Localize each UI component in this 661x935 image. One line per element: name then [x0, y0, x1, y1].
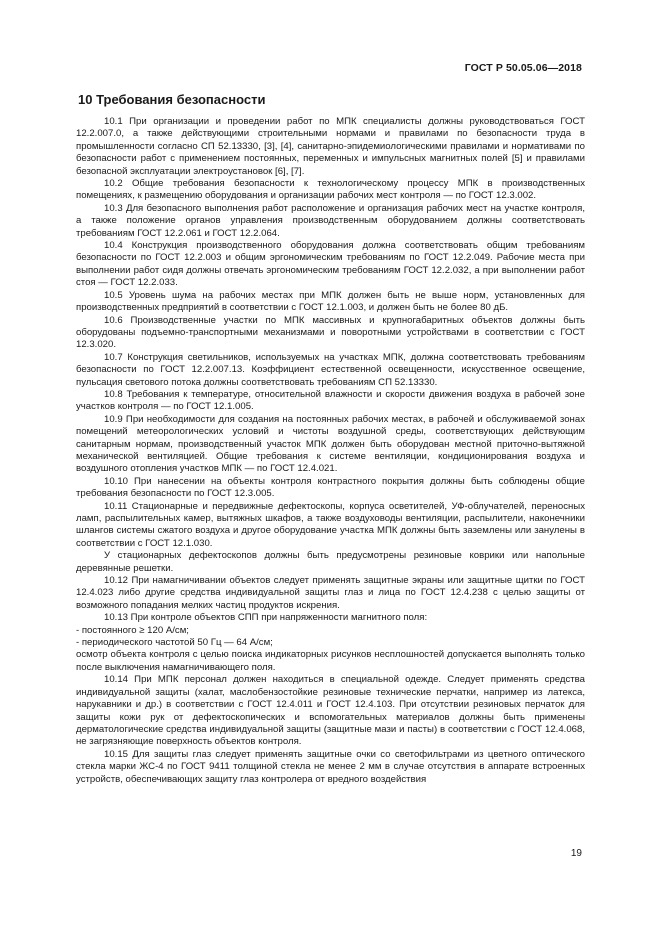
list-item-periodic: - периодического частотой 50 Гц — 64 А/см;	[76, 637, 273, 649]
paragraph-10-13: 10.13 При контроле объектов СПП при напряженности магнитного поля:	[104, 612, 428, 624]
paragraph-10-13-cont: осмотр объекта контроля с целью поиска индикаторных рисунков несплошностей допускается выполнять только после выключения намагничивающего поля.	[76, 649, 585, 673]
paragraph-10-2: 10.2 Общие требования безопасности к технологическому процессу МПК в производственных помещениях, к размещению оборудования и организации рабочих мест контроля — по ГОСТ 12.3.002.	[76, 178, 585, 202]
paragraph-10-1: 10.1 При организации и проведении работ по МПК специалисты должны руководствоваться ГОСТ 12.2.007.0, а также действующими строительными нормами и правилами по безопасности труда в промышленности согласно СП 52.13330, [3], [4], санитарно-эпидемиологическими правилами и нормативами по безопасности работ с применением постоянных, переменных и импульсных магнитных полей [5] и правилами безопасной эксплуатации электроустановок [6], [7].	[76, 116, 585, 177]
paragraph-10-12: 10.12 При намагничивании объектов следует применять защитные экраны или защитные щитки по ГОСТ 12.4.023 либо другие средства индивидуальной защиты глаз и лица по ГОСТ 12.4.238 с целью защиты от возможного попадания мелких частиц продуктов искрения.	[76, 575, 585, 611]
paragraph-10-6: 10.6 Производственные участки по МПК массивных и крупногабаритных объектов должны быть оборудованы подъемно-транспортными механизмами и поворотными устройствами в соответствии с ГОСТ 12.3.020.	[76, 314, 585, 351]
paragraph-10-14: 10.14 При МПК персонал должен находиться в специальной одежде. Следует применять средства индивидуальной защиты (халат, маслобензостойкие резиновые технические перчатки, например из латекса, нарукавники и др.) в соответствии с ГОСТ 12.4.011 и ГОСТ 12.4.103. При отсутствии резиновых перчаток для защиты кожи рук от дефектоскопических и вспомогательных материалов должны быть применены дерматологические средства индивидуальной защиты (защитные мази и пасты) в соответствии с ГОСТ 12.4.068, не загрязняющие поверхность объектов контроля.	[76, 674, 585, 748]
paragraph-10-8: 10.8 Требования к температуре, относительной влажности и скорости движения воздуха в рабочей зоне участков контроля — по ГОСТ 12.1.005.	[76, 388, 585, 413]
standard-designation: ГОСТ Р 50.05.06—2018	[464, 62, 582, 74]
paragraph-10-3: 10.3 Для безопасного выполнения работ расположение и организация рабочих мест на участке контроля, а также положение органов управления производственным оборудованием должны соответствовать требованиям ГОСТ 12.2.061 и ГОСТ 12.2.064.	[76, 202, 585, 239]
paragraph-10-4: 10.4 Конструкция производственного оборудования должна соответствовать общим требованиям безопасности по ГОСТ 12.2.003 и общим эргономическим требованиям по ГОСТ 12.2.049. Рабочие места при выполнении работ сидя должны отвечать эргономическим требованиям ГОСТ 12.2.032, а при выполнении работ стоя — ГОСТ 12.2.033.	[76, 240, 585, 289]
paragraph-10-11-note: У стационарных дефектоскопов должны быть предусмотрены резиновые коврики или напольные деревянные решетки.	[76, 550, 585, 574]
paragraph-10-5: 10.5 Уровень шума на рабочих местах при МПК должен быть не выше норм, установленных для производственных предприятий в соответствии с ГОСТ 12.1.003, и должен быть не более 80 дБ.	[76, 289, 585, 314]
page-number: 19	[570, 848, 582, 859]
paragraph-10-9: 10.9 При необходимости для создания на постоянных рабочих местах, в рабочей и обслуживаемой зонах помещений метеорологических условий и чистоты воздушной среды, соответствующих действующим санитарным нормам, производственный участок МПК должен быть оборудован местной приточно-вытяжной механической вентиляцией. Общие требования к системе вентиляции, кондиционирования воздуха и воздушного отопления участков МПК — по ГОСТ 12.4.021.	[76, 413, 585, 475]
section-heading: 10 Требования безопасности	[78, 92, 266, 107]
paragraph-10-11: 10.11 Стационарные и передвижные дефектоскопы, корпуса осветителей, УФ-облучателей, переносных ламп, распылительных камер, вытяжных шкафов, а также воздуховоды вентиляции, распылители, наконечники шлангов системы сжатого воздуха и другое оборудование участка МПК должны быть заземлены или занулены в соответствии с ГОСТ 12.1.030.	[76, 500, 585, 549]
paragraph-10-15: 10.15 Для защиты глаз следует применять защитные очки со светофильтрами из цветного оптического стекла марки ЖС-4 по ГОСТ 9411 толщиной стекла не менее 2 мм в случае отсутствия в аппарате встроенных устройств, обеспечивающих защиту глаз контролера от вредного воздействия	[76, 748, 585, 785]
paragraph-10-7: 10.7 Конструкция светильников, используемых на участках МПК, должна соответствовать требованиям безопасности по ГОСТ 12.2.007.13. Коэффициент естественной освещенности, искусственное освещение, пульсация светового потока должны соответствовать требованиям СП 52.13330.	[76, 351, 585, 388]
paragraph-10-10: 10.10 При нанесении на объекты контроля контрастного покрытия должны быть соблюдены общие требования безопасности по ГОСТ 12.3.005.	[76, 475, 585, 500]
section-body	[76, 116, 585, 786]
list-item-constant: - постоянного ≥ 120 А/см;	[76, 624, 189, 636]
